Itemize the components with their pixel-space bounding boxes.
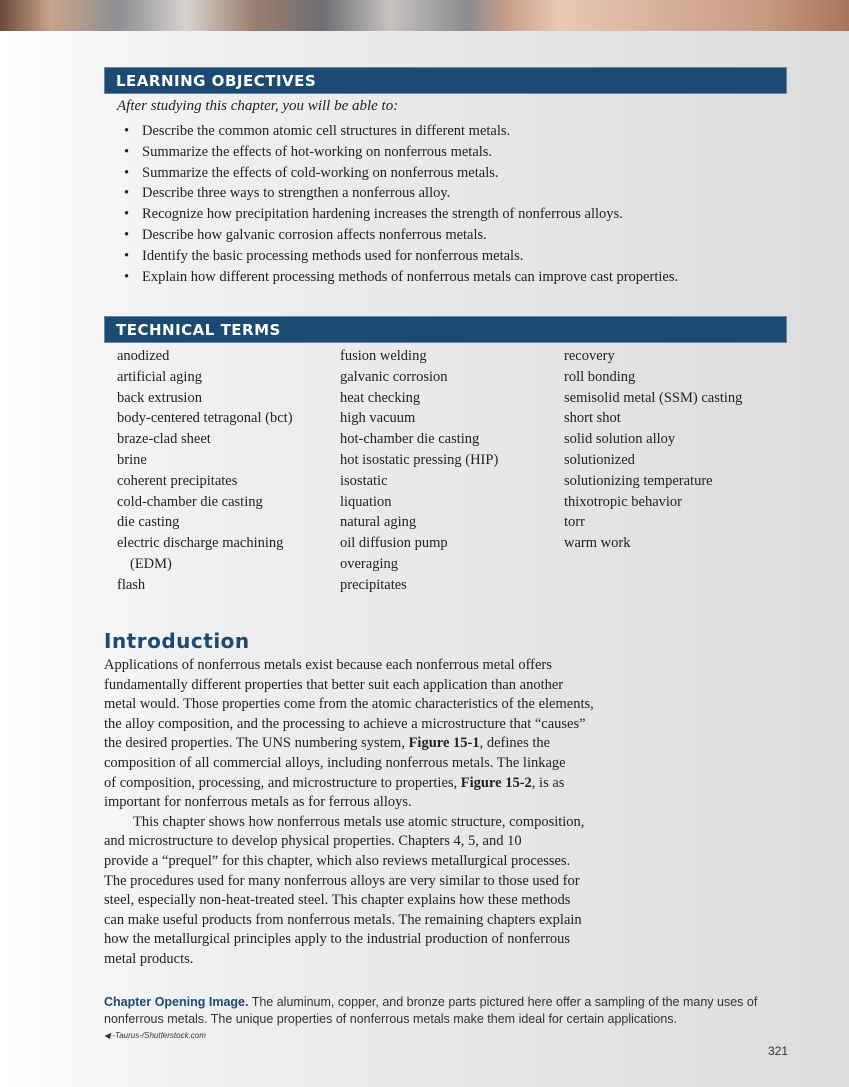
page-number: 321 [768, 1044, 789, 1058]
body-line [104, 793, 594, 813]
bullet-icon: • [124, 226, 130, 243]
objective-item [124, 163, 678, 184]
introduction-body [104, 656, 594, 970]
body-line [104, 656, 594, 676]
term-item: natural aging [340, 514, 417, 531]
term-item: coherent precipitates [117, 472, 238, 489]
line-text: the alloy composition, and the processing to achieve a microstructure that “causes” [104, 715, 586, 732]
term-item: warm work [564, 535, 631, 552]
bullet-icon: • [124, 185, 130, 202]
caption-text: The aluminum, copper, and bronze parts pictured here offer a sampling of the many uses of nonferrous metals. The unique properties of nonferrous metals make them ideal for certain applications. [104, 995, 758, 1026]
objective-text: Explain how different processing methods of nonferrous metals can improve cast properties. [142, 268, 679, 285]
term-item: precipitates [340, 576, 407, 593]
objectives-lead: After studying this chapter, you will be able to: [117, 98, 399, 114]
term-item: liquation [340, 493, 392, 510]
line-text: The procedures used for many nonferrous alloys are very similar to those used for [104, 872, 580, 889]
term-item: solutionized [564, 451, 635, 468]
body-line [104, 950, 594, 970]
line-text: fundamentally different properties that better suit each application than another [104, 676, 564, 693]
objective-text: Summarize the effects of cold-working on nonferrous metals. [142, 164, 499, 181]
body-line [104, 930, 594, 950]
objective-item [124, 225, 678, 246]
photo-credit [104, 1031, 206, 1040]
objective-item [124, 183, 678, 204]
objective-item [124, 204, 678, 225]
line-text: and microstructure to develop physical properties. Chapters 4, 5, and 10 [104, 833, 522, 850]
objective-item [124, 121, 678, 142]
line-text: provide a “prequel” for this chapter, which also reviews metallurgical processes. [104, 852, 571, 869]
terms-column-1 [117, 346, 293, 596]
term-item: electric discharge machining [117, 535, 284, 552]
body-line [104, 734, 594, 754]
objective-item [124, 267, 678, 288]
term-item: flash [117, 576, 146, 593]
term-item: solutionizing temperature [564, 472, 713, 489]
figure-reference: Figure 15-2 [460, 774, 532, 791]
objective-text: Recognize how precipitation hardening increases the strength of nonferrous alloys. [142, 206, 623, 223]
line-text: how the metallurgical principles apply to the industrial production of nonferrous [104, 931, 571, 948]
line-text: composition of all commercial alloys, including nonferrous metals. The linkage [104, 754, 566, 771]
line-text: important for nonferrous metals as for ferrous alloys. [104, 794, 412, 811]
line-text: of composition, processing, and microstructure to properties, [104, 774, 461, 791]
term-item: oil diffusion pump [340, 535, 448, 552]
body-line [104, 754, 594, 774]
body-line [104, 676, 594, 696]
technical-terms-header: TECHNICAL TERMS [104, 316, 787, 343]
term-item: braze-clad sheet [117, 431, 211, 448]
line-text: , is as [531, 774, 565, 791]
body-line [104, 872, 594, 892]
objectives-list [124, 121, 678, 287]
body-line [104, 813, 594, 833]
term-item: high vacuum [340, 410, 416, 427]
term-item: galvanic corrosion [340, 368, 448, 385]
line-text: , defines the [479, 735, 551, 752]
credit-text: -Taurus-/Shutterstock.com [112, 1031, 206, 1040]
learning-objectives-header: LEARNING OBJECTIVES [104, 67, 787, 94]
objective-text: Describe the common atomic cell structures in different metals. [142, 123, 511, 139]
objective-text: Describe three ways to strengthen a nonferrous alloy. [142, 185, 451, 202]
line-text: can make useful products from nonferrous metals. The remaining chapters explain [104, 911, 582, 928]
body-line [104, 891, 594, 911]
term-item: short shot [564, 410, 621, 427]
objective-item [124, 142, 678, 163]
body-line [104, 774, 594, 794]
term-item: overaging [340, 555, 398, 572]
bullet-icon: • [124, 164, 130, 181]
term-item: brine [117, 451, 147, 468]
caption-label: Chapter Opening Image. [104, 995, 249, 1009]
line-text: steel, especially non-heat-treated steel. This chapter explains how these methods [104, 892, 571, 909]
bullet-icon: • [124, 247, 130, 264]
body-line [104, 695, 594, 715]
body-line [104, 832, 594, 852]
terms-column-2 [340, 346, 498, 596]
body-line [104, 715, 594, 735]
term-item: cold-chamber die casting [117, 493, 263, 510]
bullet-icon: • [124, 268, 130, 285]
bullet-icon: • [124, 123, 130, 139]
objective-text: Summarize the effects of hot-working on nonferrous metals. [142, 143, 493, 160]
introduction-heading: Introduction [104, 629, 250, 653]
term-item: recovery [564, 348, 615, 364]
bullet-icon: • [124, 206, 130, 223]
line-text: metal products. [104, 950, 194, 967]
term-item: isostatic [340, 472, 388, 489]
term-item: hot isostatic pressing (HIP) [340, 451, 499, 468]
term-item: semisolid metal (SSM) casting [564, 389, 743, 406]
term-item: anodized [117, 348, 170, 364]
chapter-opening-photo [0, 0, 849, 31]
line-text: the desired properties. The UNS numbering system, [104, 735, 409, 752]
terms-column-3 [564, 346, 742, 554]
objective-item [124, 246, 678, 267]
term-item: back extrusion [117, 389, 202, 406]
term-item: body-centered tetragonal (bct) [117, 410, 293, 427]
term-item: thixotropic behavior [564, 493, 682, 510]
term-item: die casting [117, 514, 180, 531]
term-item: fusion welding [340, 348, 427, 364]
line-text: Applications of nonferrous metals exist because each nonferrous metal offers [104, 657, 552, 673]
body-line [104, 911, 594, 931]
term-item: roll bonding [564, 368, 636, 385]
figure-reference: Figure 15-1 [408, 735, 480, 752]
term-item: hot-chamber die casting [340, 431, 480, 448]
line-text: metal would. Those properties come from the atomic characteristics of the elements, [104, 696, 594, 713]
term-item: heat checking [340, 389, 421, 406]
objective-text: Describe how galvanic corrosion affects nonferrous metals. [142, 226, 487, 243]
term-item: (EDM) [130, 555, 172, 572]
term-item: artificial aging [117, 368, 202, 385]
term-item: torr [564, 514, 585, 531]
arrow-left-icon: ◀ [104, 1031, 111, 1040]
objective-text: Identify the basic processing methods used for nonferrous metals. [142, 247, 524, 264]
bullet-icon: • [124, 143, 130, 160]
chapter-image-caption [104, 994, 764, 1028]
body-line [104, 852, 594, 872]
line-text: This chapter shows how nonferrous metals use atomic structure, composition, [133, 813, 585, 830]
term-item: solid solution alloy [564, 431, 676, 448]
